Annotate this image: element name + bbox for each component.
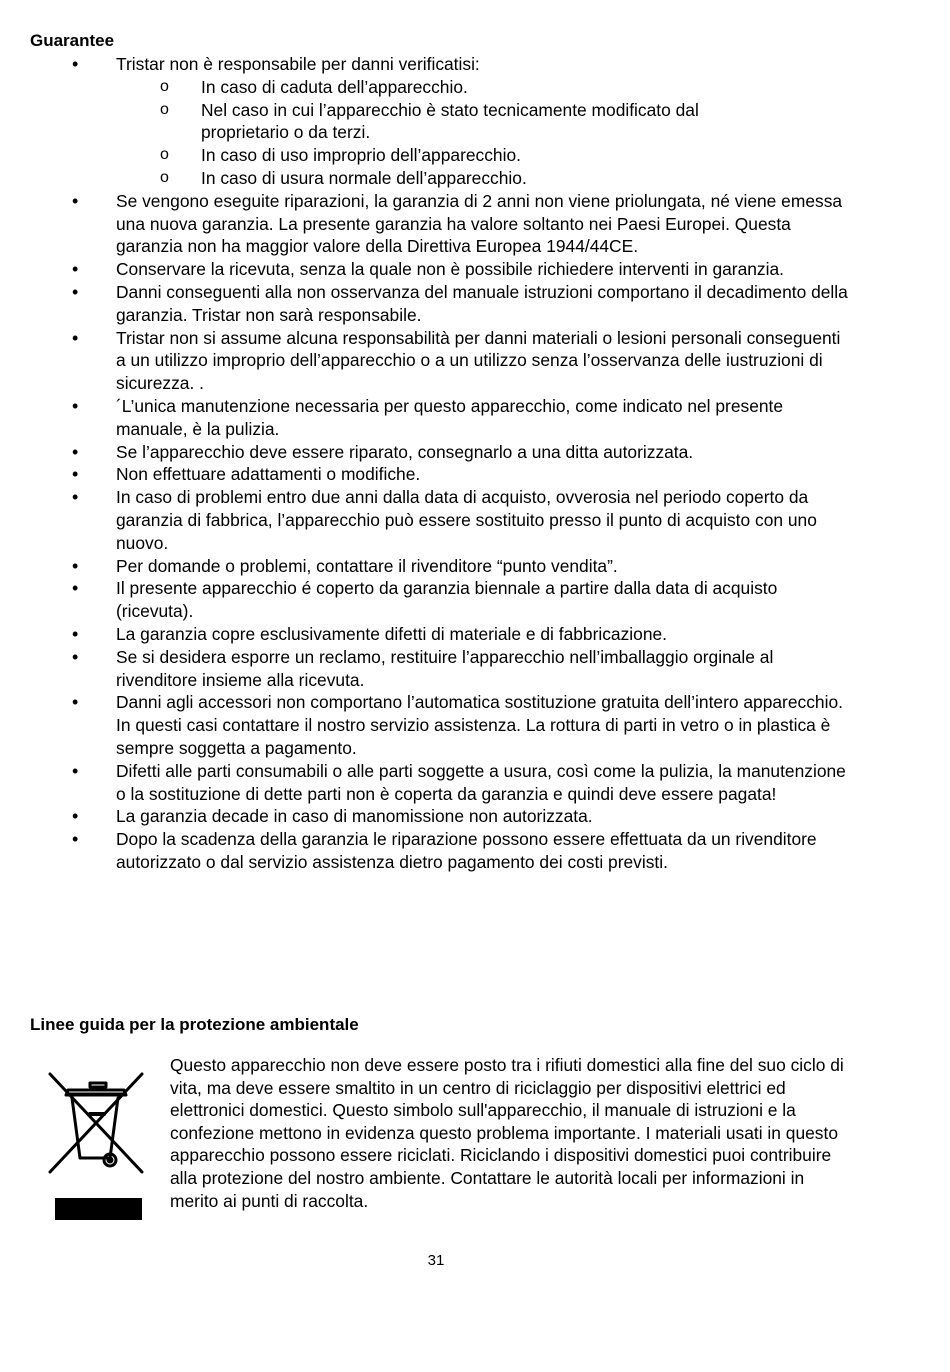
environment-text: Questo apparecchio non deve essere posto tra i rifiuti domestici alla fine del suo ciclo di vita, ma deve essere smaltito in un centro di riciclaggio per dispositivi elettrici ed elettronici domestici. Questo simbolo sull'apparecchio, il manuale di istruzioni e la confezione mettono in evidenza questo problema importante. I materiali usati in questo apparecchio possono essere riciclati. Riciclando i dispositivi domestici puoi contribuire alla protezione del nostro ambiente. Contattare le autorità locali per informazioni in merito ai punti di raccolta. bbox=[170, 1055, 844, 1211]
sub-list-item: o Nel caso in cui l’apparecchio è stato tecnicamente modificato dal proprietario o da terzi. bbox=[0, 99, 950, 145]
list-item: • La garanzia decade in caso di manomissione non autorizzata. bbox=[0, 805, 950, 828]
guarantee-list bbox=[0, 53, 950, 874]
environment-heading: Linee guida per la protezione ambientale bbox=[30, 1015, 359, 1034]
page-number: 31 bbox=[427, 1252, 445, 1269]
sub-list-item: o In caso di usura normale dell’apparecchio. bbox=[0, 167, 950, 190]
list-item: • Non effettuare adattamenti o modifiche. bbox=[0, 463, 950, 486]
list-item: • Se vengono eseguite riparazioni, la garanzia di 2 anni non viene priolungata, né viene emessa una nuova garanzia. La presente garanzia ha valore soltanto nei Paesi Europei. Questa garanzia non ha maggior valore della Direttiva Europea 1944/44CE. bbox=[0, 190, 950, 258]
list-item: • Danni agli accessori non comportano l’automatica sostituzione gratuita dell’intero apparecchio. In questi casi contattare il nostro servizio assistenza. La rottura di parti in vetro o in plastica è sempre soggetta a pagamento. bbox=[0, 691, 950, 759]
list-item: • Dopo la scadenza della garanzia le riparazione possono essere effettuata da un rivenditore autorizzato o dal servizio assistenza dietro pagamento dei costi previsti. bbox=[0, 828, 950, 874]
list-item: • Il presente apparecchio é coperto da garanzia biennale a partire dalla data di acquisto (ricevuta). bbox=[0, 577, 950, 623]
list-item: • ´L’unica manutenzione necessaria per questo apparecchio, come indicato nel presente manuale, è la pulizia. bbox=[0, 395, 950, 441]
list-item: • Difetti alle parti consumabili o alle parti soggette a usura, così come la pulizia, la manutenzione o la sostituzione di dette parti non è coperta da garanzia e quindi deve essere pagata! bbox=[0, 760, 950, 806]
list-item: • Danni conseguenti alla non osservanza del manuale istruzioni comportano il decadimento della garanzia. Tristar non sarà responsabile. bbox=[0, 281, 950, 327]
sub-list-item: o In caso di caduta dell’apparecchio. bbox=[0, 76, 950, 99]
sub-list-item: o In caso di uso improprio dell’apparecchio. bbox=[0, 144, 950, 167]
crossed-out-wheelie-bin-icon bbox=[44, 1068, 148, 1176]
list-item: • Se l’apparecchio deve essere riparato, consegnarlo a una ditta autorizzata. bbox=[0, 441, 950, 464]
list-item: • Per domande o problemi, contattare il rivenditore “punto vendita”. bbox=[0, 555, 950, 578]
list-item: • Se si desidera esporre un reclamo, restituire l’apparecchio nell’imballaggio orginale al rivenditore insieme alla ricevuta. bbox=[0, 646, 950, 692]
list-item: • In caso di problemi entro due anni dalla data di acquisto, ovverosia nel periodo coperto da garanzia di fabbrica, l’apparecchio può essere sostituito presso il punto di acquisto con uno nuovo. bbox=[0, 486, 950, 554]
guarantee-heading: Guarantee bbox=[30, 31, 115, 50]
list-item: • La garanzia copre esclusivamente difetti di materiale e di fabbricazione. bbox=[0, 623, 950, 646]
black-bar-mark bbox=[55, 1198, 142, 1220]
list-item: • Conservare la ricevuta, senza la quale non è possibile richiedere interventi in garanzia. bbox=[0, 258, 950, 281]
list-item: • Tristar non è responsabile per danni verificatisi: bbox=[0, 53, 950, 76]
list-item: • Tristar non si assume alcuna responsabilità per danni materiali o lesioni personali conseguenti a un utilizzo improprio dell’apparecchio o a un utilizzo senza l’osservanza delle iustruzioni di sicurezza. . bbox=[0, 327, 950, 395]
